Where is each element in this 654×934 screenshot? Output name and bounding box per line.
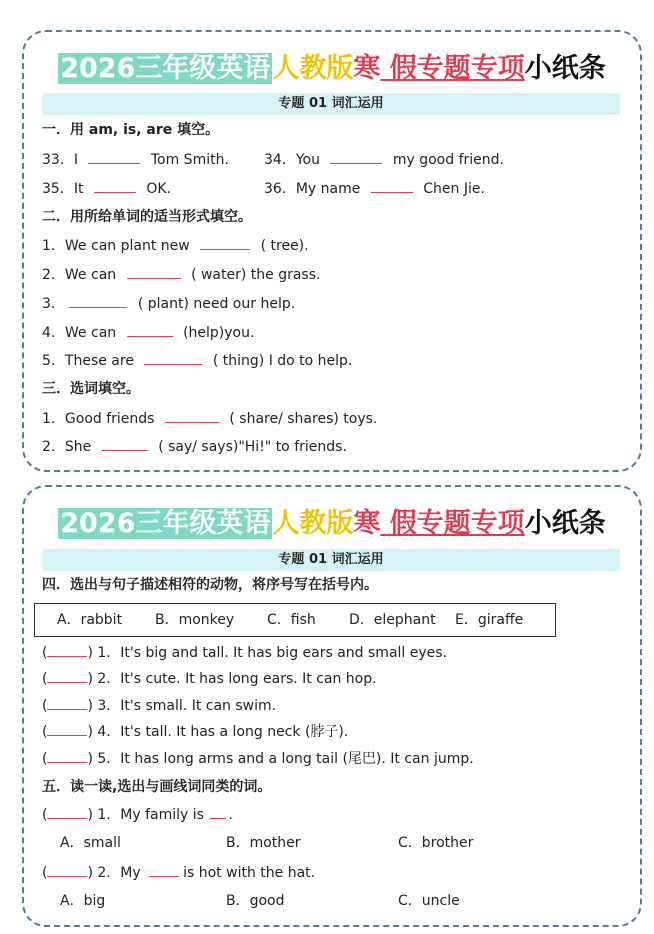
question-text: ) 4．It's tall. It has a long neck (脖子). — [87, 724, 349, 740]
answer-blank[interactable] — [88, 149, 140, 164]
answer-blank[interactable] — [200, 235, 250, 250]
fill-item-4 — [42, 322, 254, 343]
answer-blank[interactable] — [165, 408, 219, 423]
answer-paren-blank[interactable] — [47, 695, 87, 710]
answer-paren-blank[interactable] — [47, 804, 87, 819]
fill-item-2 — [42, 264, 320, 285]
option-rabbit: A．rabbit — [57, 612, 123, 628]
title-part-1: 2026三年级英语 — [60, 508, 271, 539]
worksheet-card-2 — [22, 485, 642, 927]
item-1-suffix: ( tree). — [260, 238, 309, 254]
answer-paren-blank[interactable] — [47, 862, 87, 877]
title-part-5: 小纸条 — [524, 508, 606, 539]
item-4-suffix: (help)you. — [183, 325, 255, 341]
q33-suffix: Tom Smith. — [150, 152, 229, 168]
answer-blank[interactable] — [144, 350, 202, 365]
answer-paren-blank[interactable] — [47, 642, 87, 657]
item-4-prefix: 4．We can — [42, 325, 117, 341]
choose-1-prefix: 1．Good friends — [42, 411, 155, 427]
item-3-suffix: ( plant) need our help. — [137, 296, 296, 312]
paren-open: ( — [42, 645, 48, 661]
underlined-word-blank — [149, 862, 179, 877]
animal-options-box — [34, 603, 556, 637]
item-3-prefix: 3． — [42, 296, 65, 312]
fill-item-3 — [42, 293, 295, 314]
worksheet-title — [24, 52, 640, 86]
category-1-option-c: C．brother — [398, 835, 474, 851]
item-1-prefix: 1．We can plant new — [42, 238, 190, 254]
choose-2-suffix: ( say/ says)"Hi!" to friends. — [158, 439, 347, 455]
option-elephant: D．elephant — [349, 612, 436, 628]
choose-item-1 — [42, 408, 377, 429]
question-text: ) 2．It's cute. It has long ears. It can hop. — [87, 671, 377, 687]
question-end: . — [228, 807, 233, 823]
paren-open: ( — [42, 671, 48, 687]
answer-blank[interactable] — [94, 178, 136, 193]
item-2-suffix: ( water) the grass. — [191, 267, 321, 283]
match-question-4 — [42, 721, 348, 742]
section-5-heading: 五．读一读,选出与画线词同类的词。 — [42, 779, 272, 795]
item-5-prefix: 5．These are — [42, 353, 134, 369]
topic-subtitle: 专题 01 词汇运用 — [42, 549, 620, 571]
title-part-4: 假专题专项 — [380, 508, 525, 539]
category-2-option-a: A．big — [60, 893, 106, 909]
underlined-word-blank — [210, 804, 226, 819]
question-34 — [264, 149, 504, 170]
category-1-option-a: A．small — [60, 835, 121, 851]
question-text: ) 1．It's big and tall. It has big ears and small eyes. — [87, 645, 448, 661]
paren-open: ( — [42, 724, 48, 740]
option-monkey: B．monkey — [155, 612, 235, 628]
question-33 — [42, 149, 229, 170]
title-part-2: 人教版 — [272, 508, 354, 539]
title-part-3: 寒 — [353, 53, 381, 84]
category-question-1 — [42, 804, 233, 825]
q36-suffix: Chen Jie. — [423, 181, 485, 197]
paren-open: ( — [42, 807, 48, 823]
answer-blank[interactable] — [102, 436, 148, 451]
question-36 — [264, 178, 485, 199]
q35-suffix: OK. — [146, 181, 171, 197]
answer-paren-blank[interactable] — [47, 668, 87, 683]
answer-blank[interactable] — [127, 322, 173, 337]
item-2-prefix: 2．We can — [42, 267, 117, 283]
question-text: ) 5．It has long arms and a long tail (尾巴). It can jump. — [87, 751, 474, 767]
fill-item-1 — [42, 235, 309, 256]
match-question-1 — [42, 642, 447, 663]
q36-prefix: 36．My name — [264, 181, 361, 197]
worksheet-card-1 — [22, 30, 642, 472]
category-1-option-b: B．mother — [226, 835, 301, 851]
item-5-suffix: ( thing) I do to help. — [212, 353, 353, 369]
question-text: ) 1．My family is — [87, 807, 204, 823]
match-question-3 — [42, 695, 276, 716]
match-question-5 — [42, 748, 474, 769]
paren-open: ( — [42, 865, 48, 881]
section-3-heading: 三．选词填空。 — [42, 381, 140, 397]
section-2-heading: 二．用所给单词的适当形式填空。 — [42, 209, 252, 225]
paren-open: ( — [42, 698, 48, 714]
category-2-option-b: B．good — [226, 893, 285, 909]
answer-blank[interactable] — [127, 264, 181, 279]
topic-subtitle: 专题 01 词汇运用 — [42, 93, 620, 115]
title-part-5: 小纸条 — [524, 53, 606, 84]
q33-prefix: 33．I — [42, 152, 78, 168]
title-part-2: 人教版 — [272, 53, 354, 84]
fill-item-5 — [42, 350, 352, 371]
answer-paren-blank[interactable] — [47, 748, 87, 763]
question-end: is hot with the hat. — [183, 865, 316, 881]
question-text: ) 2．My — [87, 865, 141, 881]
q34-suffix: my good friend. — [392, 152, 504, 168]
answer-paren-blank[interactable] — [47, 721, 87, 736]
choose-2-prefix: 2．She — [42, 439, 92, 455]
question-text: ) 3．It's small. It can swim. — [87, 698, 277, 714]
paren-open: ( — [42, 751, 48, 767]
choose-item-2 — [42, 436, 347, 457]
question-35 — [42, 178, 171, 199]
section-1-heading: 一．用 am, is, are 填空。 — [42, 122, 220, 138]
option-giraffe: E．giraffe — [455, 612, 524, 628]
title-part-3: 寒 — [353, 508, 381, 539]
q34-prefix: 34．You — [264, 152, 320, 168]
category-question-2 — [42, 862, 315, 883]
choose-1-suffix: ( share/ shares) toys. — [229, 411, 378, 427]
option-fish: C．fish — [267, 612, 316, 628]
answer-blank[interactable] — [69, 293, 127, 308]
q35-prefix: 35．It — [42, 181, 84, 197]
category-2-option-c: C．uncle — [398, 893, 460, 909]
match-question-2 — [42, 668, 377, 689]
section-4-heading: 四．选出与句子描述相符的动物，将序号写在括号内。 — [42, 577, 378, 593]
title-part-4: 假专题专项 — [380, 53, 525, 84]
worksheet-title — [24, 507, 640, 541]
answer-blank[interactable] — [371, 178, 413, 193]
answer-blank[interactable] — [330, 149, 382, 164]
title-part-1: 2026三年级英语 — [60, 53, 271, 84]
